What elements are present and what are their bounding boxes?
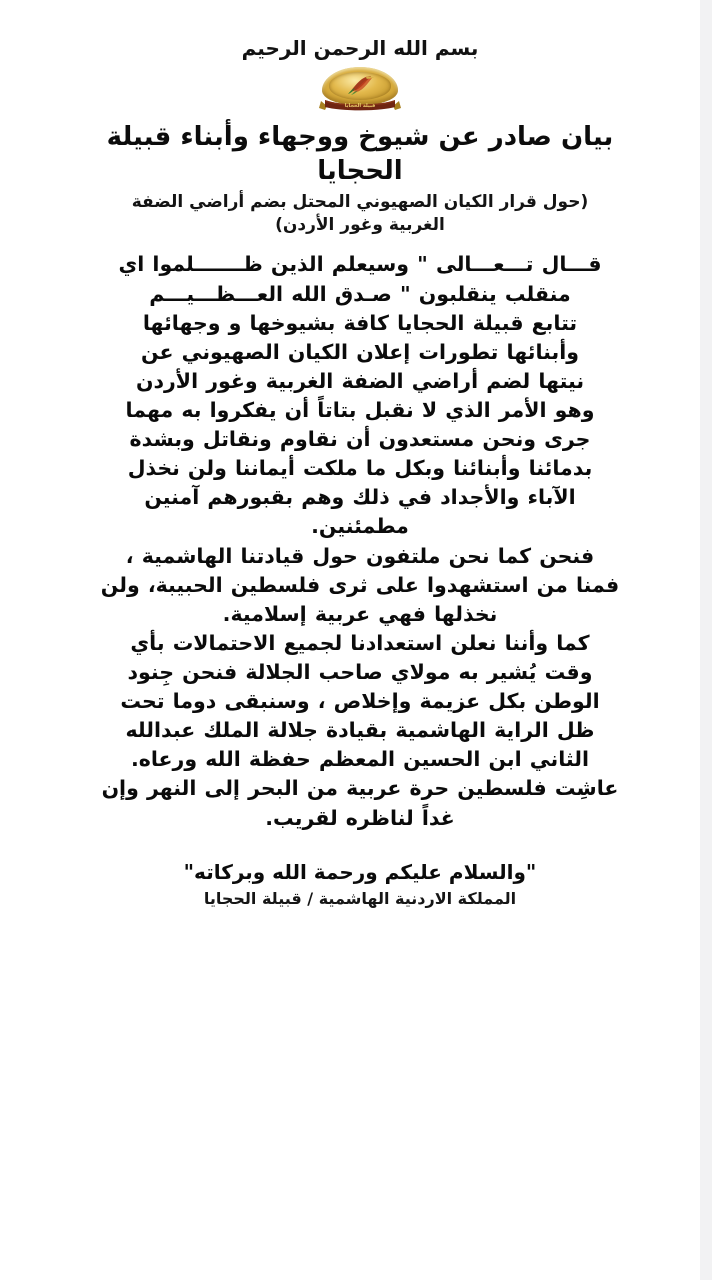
body-line: الوطن بكل عزيمة وإخلاص ، وسنبقى دوما تحت	[120, 689, 600, 714]
body-line: بدمائنا وأبنائنا وبكل ما ملكت أيماننا ولن نخذل	[127, 456, 593, 481]
body-line: فنحن كما نحن ملتفون حول قيادتنا الهاشمية ،	[125, 543, 595, 568]
emblem-motif-icon	[346, 74, 376, 96]
body-line: فمنا من استشهدوا على ثرى فلسطين الحبيبة، ولن	[100, 572, 620, 597]
statement-body	[56, 250, 664, 832]
page-subtitle	[56, 191, 664, 237]
body-line: منقلب ينقلبون " صـدق الله العـــظـــيـــم	[149, 281, 571, 306]
subtitle-line-2: الغربية وغور الأردن)	[275, 214, 445, 235]
title-line-2: الحجايا	[317, 155, 403, 186]
body-line: الثاني ابن الحسين المعظم حفظة الله ورعاه.	[130, 747, 590, 772]
body-line: كما وأننا نعلن استعدادنا لجميع الاحتمالات بأي	[130, 630, 590, 655]
subtitle-line-1: (حول قرار الكيان الصهيوني المحتل بضم أراضي الضفة	[131, 191, 589, 212]
body-line: نيتها لضم أراضي الضفة الغربية وغور الأردن	[135, 368, 585, 393]
body-line: عاشِت فلسطين حرة عربية من البحر إلى النهر وإن	[101, 776, 619, 801]
closing-attribution: المملكة الاردنية الهاشمية / قبيلة الحجايا	[203, 888, 517, 908]
tribe-emblem-icon	[316, 67, 404, 113]
body-line: وهو الأمر الذي لا نقبل بتاتاً أن يفكروا به مهما	[125, 398, 595, 423]
body-line: ظل الراية الهاشمية بقيادة جلالة الملك عبدالله	[125, 718, 595, 743]
body-line: الآباء والأجداد في ذلك وهم بقبورهم آمنين	[144, 485, 576, 510]
emblem-ribbon-label: قبيلة الحجايا	[344, 103, 376, 109]
body-line: جرى ونحن مستعدون أن نقاوم ونقاتل وبشدة	[129, 427, 591, 452]
bottom-whitespace	[56, 909, 664, 1209]
body-line: مطمئنين.	[311, 514, 409, 539]
body-line: قـــال تـــعـــالى " وسيعلم الذين ظـــــــلموا اي	[118, 252, 602, 277]
title-line-1: بيان صادر عن شيوخ ووجهاء وأبناء قبيلة	[106, 122, 614, 152]
body-line: غداً لناظره لقريب.	[265, 805, 455, 830]
closing-salutation: "والسلام عليكم ورحمة الله وبركاته"	[183, 859, 537, 884]
bismillah-header: بسم الله الرحمن الرحيم	[241, 36, 479, 60]
body-line: نخذلها فهي عربية إسلامية.	[222, 601, 498, 626]
body-line: وأبنائها تطورات إعلان الكيان الصهيوني عن	[141, 339, 579, 364]
body-line: وقت يُشير به مولاي صاحب الجلالة فنحن جِنود	[127, 660, 593, 684]
emblem-container	[56, 67, 664, 113]
page-title	[56, 121, 664, 189]
body-line: تتابع قبيلة الحجايا كافة بشيوخها و وجهائها	[142, 310, 578, 335]
